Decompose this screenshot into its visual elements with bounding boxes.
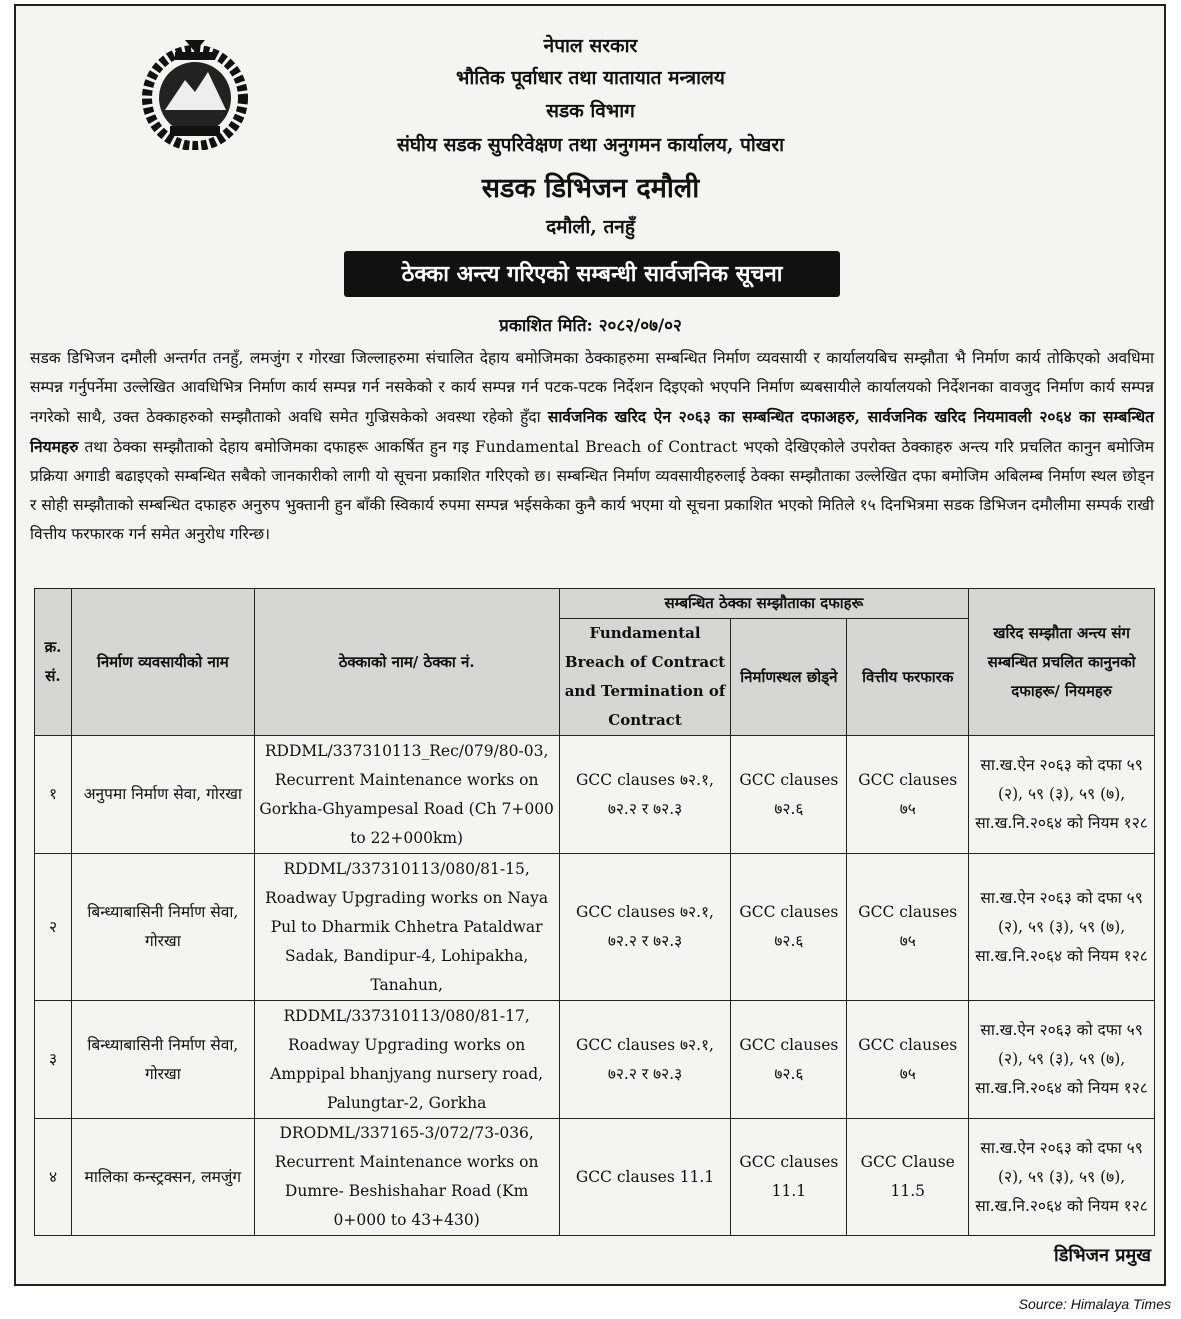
cell-contractor: बिन्ध्याबासिनी निर्माण सेवा, गोरखा (71, 1001, 254, 1119)
cell-site: GCC clauses ७२.६ (731, 1001, 847, 1119)
cell-finance: GCC clauses ७५ (847, 736, 969, 854)
cell-finance: GCC clauses ७५ (847, 854, 969, 1001)
header-site: निर्माणस्थल छोड्ने (731, 619, 847, 736)
office-location: दमौली, तनहुँ (546, 216, 635, 238)
cell-contractor: मालिका कन्स्ट्रक्सन, लमजुंग (71, 1119, 254, 1236)
header-clauses-group: सम्बन्धित ठेक्का सम्झौताका दफाहरू (559, 589, 969, 619)
cell-breach: GCC clauses ७२.१, ७२.२ र ७२.३ (559, 736, 731, 854)
cell-site: GCC clauses 11.1 (731, 1119, 847, 1236)
department-name: सडक विभाग (546, 100, 635, 122)
header-finance: वित्तीय फरफारक (847, 619, 969, 736)
notice-body (30, 344, 1154, 549)
cell-breach: GCC clauses ७२.१, ७२.२ र ७२.३ (559, 1001, 731, 1119)
header-breach: Fundamental Breach of Contract and Termination of Contract (559, 619, 731, 736)
body-bold-text: सार्वजनिक खरिद ऐन २०६३ का सम्बन्धित दफाअहरु, सार्वजनिक खरिद नियमावली २०६४ का सम्बन्धित नियमहरु (30, 407, 1154, 456)
cell-contract: RDDML/337310113/080/81-15, Roadway Upgrading works on Naya Pul to Dharmik Chhetra Pataldwar Sadak, Bandipur-4, Lohipakha, Tanahun, (254, 854, 559, 1001)
cell-contract: RDDML/337310113/080/81-17, Roadway Upgrading works on Amppipal bhanjyang nursery road, Palungtar-2, Gorkha (254, 1001, 559, 1119)
header-law: खरिद सम्झौता अन्त्य संग सम्बन्धित प्रचलित कानुनको दफाहरू/ नियमहरु (969, 589, 1155, 736)
cell-sn: ४ (35, 1119, 72, 1236)
table-row (35, 1001, 1155, 1119)
cell-contractor: बिन्ध्याबासिनी निर्माण सेवा, गोरखा (71, 854, 254, 1001)
cell-contract: DRODML/337165-3/072/73-036, Recurrent Maintenance works on Dumre- Beshishahar Road (Km 0+000 to 43+430) (254, 1119, 559, 1236)
gov-name: नेपाल सरकार (543, 35, 638, 57)
table-row (35, 736, 1155, 854)
notice-title: ठेक्का अन्त्य गरिएको सम्बन्धी सार्वजनिक सूचना (344, 251, 840, 297)
cell-sn: २ (35, 854, 72, 1001)
cell-law: सा.ख.ऐन २०६३ को दफा ५९ (२), ५९ (३), ५९ (७), सा.ख.नि.२०६४ को नियम १२८ (969, 736, 1155, 854)
cell-site: GCC clauses ७२.६ (731, 736, 847, 854)
published-date: प्रकाशित मिति: २०८२/०७/०२ (499, 316, 682, 336)
cell-breach: GCC clauses 11.1 (559, 1119, 731, 1236)
cell-contractor: अनुपमा निर्माण सेवा, गोरखा (71, 736, 254, 854)
cell-law: सा.ख.ऐन २०६३ को दफा ५९ (२), ५९ (३), ५९ (७), सा.ख.नि.२०६४ को नियम १२८ (969, 1001, 1155, 1119)
cell-contract: RDDML/337310113_Rec/079/80-03, Recurrent Maintenance works on Gorkha-Ghyampesal Road (Ch 7+000 to 22+000km) (254, 736, 559, 854)
body-text-1: सडक डिभिजन दमौली अन्तर्गत तनहुँ, लमजुंग र गोरखा जिल्लाहरुमा संचालित देहाय बमोजिमका ठेक्काहरुमा सम्बन्धित निर्माण व्यवसायी र कार्यालयबिच सम्झौता भै निर्माण कार्य तोकिएको अवधिमा सम्पन्न गर्नुपर्नेमा उल्लेखित आवधिभित्र निर्माण कार्य सम्पन्न गर्न नसकेको र कार्य सम्पन्न गर्न पटक-पटक निर्देशन दिइएको भएपनि निर्माण ब्यबसायीले कार्यालयको निर्देशनका वावजुद निर्माण कार्य सम्पन्न नगरेको साथै, उक्त ठेक्काहरुको सम्झौताको अवधि समेत गुज्रिसकेको अवस्था रहेको हुँदा (30, 349, 1154, 426)
cell-sn: ३ (35, 1001, 72, 1119)
cell-finance: GCC Clause 11.5 (847, 1119, 969, 1236)
office-parent: संघीय सडक सुपरिवेक्षण तथा अनुगमन कार्यालय, पोखरा (396, 134, 785, 156)
table-row (35, 854, 1155, 1001)
header-sn: क्र. सं. (35, 589, 72, 736)
signature: डिभिजन प्रमुख (1054, 1245, 1151, 1266)
cell-breach: GCC clauses ७२.१, ७२.२ र ७२.३ (559, 854, 731, 1001)
ministry-name: भौतिक पूर्वाधार तथा यातायात मन्त्रालय (456, 67, 725, 89)
table-row (35, 1119, 1155, 1236)
contracts-table (34, 588, 1155, 1236)
header-contractor: निर्माण व्यवसायीको नाम (71, 589, 254, 736)
office-name: सडक डिभिजन दमौली (481, 173, 700, 204)
header-contract: ठेक्काको नाम/ ठेक्का नं. (254, 589, 559, 736)
cell-finance: GCC clauses ७५ (847, 1001, 969, 1119)
body-text-2: तथा ठेक्का सम्झौताको देहाय बमोजिमका दफाहरू आकर्षित हुन गइ Fundamental Breach of Contract भएको देखिएकोले उपरोक्त ठेक्काहरु अन्त्य गरि प्रचलित कानुन बमोजिम प्रक्रिया अगाडी बढाइएको सम्बन्धित सबैको जानकारीको लागी यो सूचना प्रकाशित गरिएको छ। सम्बन्धित निर्माण व्यवसायीहरुलाई ठेक्का सम्झौताका उल्लेखित दफा बमोजिम अबिलम्ब निर्माण स्थल छोड्न र सोही सम्झौताको सम्बन्धित दफाहरु अनुरुप भुक्तानी हुन बाँकी स्विकार्य रुपमा सम्पन्न भईसकेका कुनै कार्य भएमा यो सूचना प्रकाशित भएको मितिले १५ दिनभित्रमा सडक डिभिजन दमौलीमा सम्पर्क राखी वित्तीय फरफारक गर्न समेत अनुरोध गरिन्छ। (30, 438, 1154, 543)
cell-law: सा.ख.ऐन २०६३ को दफा ५९ (२), ५९ (३), ५९ (७), सा.ख.नि.२०६४ को नियम १२८ (969, 854, 1155, 1001)
cell-site: GCC clauses ७२.६ (731, 854, 847, 1001)
cell-sn: १ (35, 736, 72, 854)
cell-law: सा.ख.ऐन २०६३ को दफा ५९ (२), ५९ (३), ५९ (७), सा.ख.नि.२०६४ को नियम १२८ (969, 1119, 1155, 1236)
source-credit: Source: Himalaya Times (1018, 1296, 1171, 1312)
